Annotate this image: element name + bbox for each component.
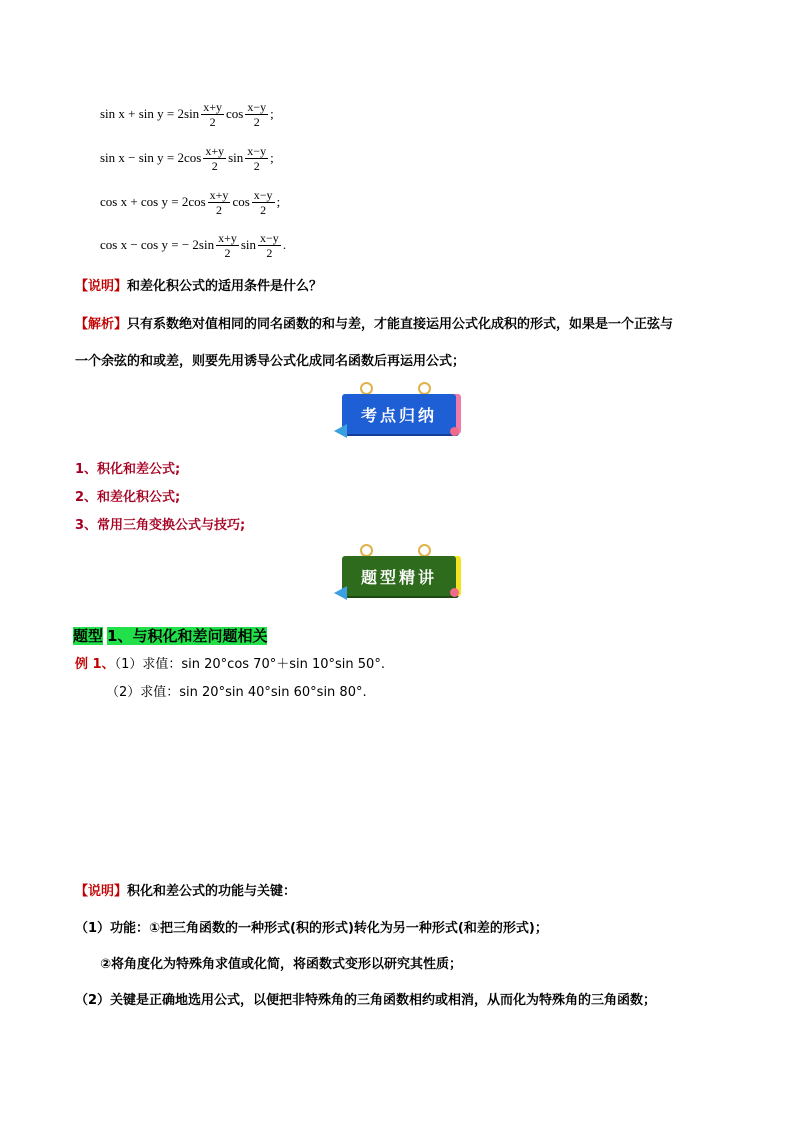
fraction: $\frac{x+y}{2}$ [205, 143, 225, 173]
note-function-line-1: （1）功能：①把三角函数的一种形式(积的形式)转化为另一种形式(和差的形式)； [75, 921, 548, 936]
formula-sum-cos: cos x + cos y = 2cos $\frac{x+y}{2}$ cos $\frac{x-y}{2}$ ; [100, 187, 281, 217]
heart-icon [450, 588, 459, 597]
fraction: $\frac{x-y}{2}$ [260, 230, 279, 260]
fraction: $\frac{x-y}{2}$ [247, 99, 267, 129]
analysis-line-2: 一个余弦的和或差，则要先用诱导公式化成同名函数后再运用公式； [75, 354, 466, 369]
banner-title: 考点归纳 [342, 394, 456, 434]
example-q2: （2）求值：sin 20°sin 40°sin 60°sin 80°. [106, 685, 367, 700]
point-3: 3、常用三角变换公式与技巧; [75, 518, 246, 533]
fraction: $\frac{x-y}{2}$ [247, 143, 267, 173]
fraction: $\frac{x+y}{2}$ [203, 99, 222, 129]
formula-sum-sin: sin x + sin y = 2sin $\frac{x+y}{2}$ cos $\frac{x-y}{2}$ ; [100, 99, 274, 129]
heart-icon [450, 427, 459, 436]
formula-diff-cos: cos x − cos y = − 2sin $\frac{x+y}{2}$ sin $\frac{x-y}{2}$ . [100, 230, 287, 260]
section-title: 题型 1、与积化和差问题相关 [73, 627, 268, 645]
fraction: $\frac{x-y}{2}$ [253, 187, 273, 217]
fraction: $\frac{x+y}{2}$ [209, 187, 229, 217]
banner-tixing [332, 544, 462, 604]
point-2: 2、和差化积公式; [75, 490, 181, 505]
note-function-title: 【说明】积化和差公式的功能与关键： [75, 884, 297, 899]
fraction: $\frac{x+y}{2}$ [218, 230, 237, 260]
point-1: 1、积化和差公式; [75, 462, 181, 477]
banner-title: 题型精讲 [342, 556, 456, 596]
megaphone-icon [334, 424, 347, 438]
banner-kaodian [332, 382, 462, 442]
example-q1: 例 1、（1）求值：sin 20°cos 70°＋sin 10°sin 50°. [75, 657, 385, 672]
note-function-line-3: （2）关键是正确地选用公式，以便把非特殊角的三角函数相约或相消，从而化为特殊角的三角函数； [75, 993, 657, 1008]
note-function-line-2: ②将角度化为特殊角求值或化简，将函数式变形以研究其性质； [100, 957, 463, 972]
note-condition: 【说明】和差化积公式的适用条件是什么？ [75, 279, 323, 294]
megaphone-icon [334, 586, 347, 600]
analysis-line-1: 【解析】只有系数绝对值相同的同名函数的和与差，才能直接运用公式化成积的形式，如果是一个正弦与 [75, 317, 674, 332]
formula-diff-sin: sin x − sin y = 2cos $\frac{x+y}{2}$ sin $\frac{x-y}{2}$ ; [100, 143, 274, 173]
